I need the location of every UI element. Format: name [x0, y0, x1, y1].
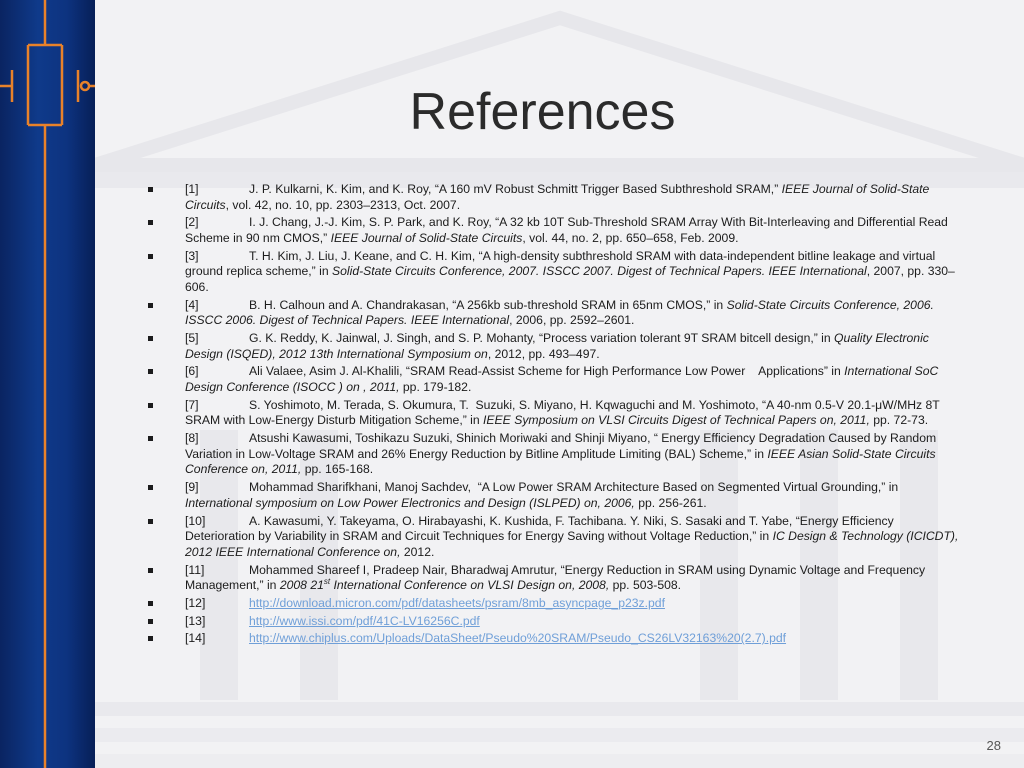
reference-venue: 2008 21	[279, 578, 324, 593]
reference-item	[148, 249, 960, 296]
square-bullet-icon	[148, 601, 153, 606]
reference-number: [9]	[185, 480, 199, 495]
reference-details: pp. 72-73.	[869, 413, 929, 428]
reference-link[interactable]: http://www.chiplus.com/Uploads/DataSheet/Pseudo%20SRAM/Pseudo_CS26LV32163%20(2.7).pdf	[249, 631, 787, 646]
reference-item	[148, 364, 960, 395]
square-bullet-icon	[148, 369, 153, 374]
reference-number: [3]	[185, 248, 199, 263]
reference-item	[148, 480, 960, 511]
reference-item	[148, 514, 960, 561]
square-bullet-icon	[148, 303, 153, 308]
transistor-circuit-icon	[0, 0, 95, 768]
square-bullet-icon	[148, 403, 153, 408]
watermark-step	[95, 754, 1024, 768]
reference-venue: Quality Electronic Design (ISQED), 2012 13th International Symposium on	[185, 331, 933, 361]
reference-details: pp. 503-508.	[609, 578, 682, 593]
reference-venue: IC Design & Technology (ICICDT), 2012 IEEE International Conference on,	[185, 529, 962, 559]
sidebar	[0, 0, 95, 768]
reference-authors-title: J. P. Kulkarni, K. Kim, and K. Roy, “A 160 mV Robust Schmitt Trigger Based Subthreshold SRAM,”	[249, 182, 782, 196]
reference-number: [6]	[185, 364, 199, 379]
square-bullet-icon	[148, 336, 153, 341]
reference-details: , 2007, pp. 330–606.	[185, 264, 955, 294]
reference-details: pp. 256-261.	[634, 495, 707, 510]
reference-venue: IEEE Asian Solid-State Circuits Conference on, 2011,	[185, 446, 939, 477]
reference-item	[148, 398, 960, 429]
watermark-step	[95, 728, 1024, 742]
watermark-step	[95, 702, 1024, 716]
square-bullet-icon	[148, 220, 153, 225]
reference-number: [4]	[185, 297, 199, 312]
reference-item	[148, 182, 960, 213]
reference-number: [5]	[185, 331, 199, 346]
reference-authors-title: Ali Valaee, Asim J. Al-Khalili, “SRAM Read-Assist Scheme for High Performance Low Power Applications” in	[249, 364, 845, 379]
reference-item	[148, 298, 960, 329]
reference-number: [7]	[185, 397, 199, 412]
reference-venue: International SoC Design Conference (ISOCC ) on , 2011,	[185, 364, 942, 395]
reference-details: 2012.	[400, 544, 435, 559]
square-bullet-icon	[148, 568, 153, 573]
reference-list	[148, 182, 960, 649]
reference-authors-title: Mohammed Shareef I, Pradeep Nair, Bharadwaj Amrutur, “Energy Reduction in SRAM using Dynamic Voltage and Frequency Management,” in	[185, 562, 929, 593]
reference-authors-title: Mohammad Sharifkhani, Manoj Sachdev, “A Low Power SRAM Architecture Based on Segmented Virtual Grounding,” in	[249, 480, 902, 495]
reference-venue: IEEE Symposium on VLSI Circuits Digest of Technical Papers on, 2011,	[483, 413, 870, 428]
reference-number: [8]	[185, 431, 199, 446]
reference-details: , 2012, pp. 493–497.	[487, 346, 600, 361]
reference-number: [13]	[185, 613, 206, 628]
reference-details: pp. 179-182.	[399, 380, 472, 395]
reference-authors-title: S. Yoshimoto, M. Terada, S. Okumura, T. Suzuki, S. Miyano, H. Kqwaguchi and M. Yoshimoto, “A 40-nm 0.5-V 20.1-μW/MHz 8T SRAM with Low-Energy Disturb Mitigation Scheme,” in	[185, 397, 943, 428]
reference-number: [2]	[185, 215, 199, 230]
reference-authors-title: A. Kawasumi, Y. Takeyama, O. Hirabayashi, K. Kushida, F. Tachibana. Y. Niki, S. Sasaki and T. Yabe, “Energy Efficiency Deterioration by Variability in SRAM and Circuit Techniques for Energy Saving without Voltage Reduction,” in	[185, 513, 898, 544]
reference-number: [11]	[185, 562, 205, 577]
square-bullet-icon	[148, 636, 153, 641]
reference-item	[148, 331, 960, 362]
square-bullet-icon	[148, 485, 153, 490]
reference-item	[148, 614, 960, 630]
reference-number: [10]	[185, 513, 206, 528]
reference-venue-continued: International Conference on VLSI Design on, 2008,	[330, 578, 610, 593]
square-bullet-icon	[148, 254, 153, 259]
reference-venue: IEEE Journal of Solid-State Circuits	[330, 230, 523, 245]
page-title: References	[409, 83, 676, 141]
square-bullet-icon	[148, 619, 153, 624]
reference-venue: IEEE Journal of Solid-State Circuits	[185, 182, 933, 212]
reference-authors-title: I. J. Chang, J.-J. Kim, S. P. Park, and K. Roy, “A 32 kb 10T Sub-Threshold SRAM Array With Bit-Interleaving and Differential Read Scheme in 90 nm CMOS,”	[185, 215, 952, 245]
reference-details: pp. 165-168.	[301, 462, 374, 477]
reference-venue: Solid-State Circuits Conference, 2007. ISSCC 2007. Digest of Technical Papers. IEEE International	[332, 264, 867, 279]
reference-venue-superscript: st	[323, 577, 331, 587]
reference-link[interactable]: http://www.issi.com/pdf/41C-LV16256C.pdf	[249, 613, 480, 628]
square-bullet-icon	[148, 519, 153, 524]
reference-authors-title: Atsushi Kawasumi, Toshikazu Suzuki, Shinich Moriwaki and Shinji Miyano, “ Energy Efficiency Degradation Caused by Random Variation in Low-Voltage SRAM and 26% Energy Reduction by Bitline Amplitude Limiting (BAL) Scheme,” in	[185, 431, 940, 461]
reference-venue: International symposium on Low Power Electronics and Design (ISLPED) on, 2006,	[185, 495, 635, 510]
reference-authors-title: G. K. Reddy, K. Jainwal, J. Singh, and S. P. Mohanty, “Process variation tolerant 9T SRAM bitcell design,” in	[249, 331, 835, 346]
reference-number: [12]	[185, 595, 206, 610]
reference-item	[148, 563, 960, 594]
reference-details: , vol. 44, no. 2, pp. 650–658, Feb. 2009.	[522, 230, 739, 245]
reference-link[interactable]: http://download.micron.com/pdf/datasheets/psram/8mb_asyncpage_p23z.pdf	[249, 595, 665, 610]
reference-number: [1]	[185, 182, 199, 196]
square-bullet-icon	[148, 187, 153, 192]
reference-details: , 2006, pp. 2592–2601.	[509, 313, 635, 328]
reference-authors-title: T. H. Kim, J. Liu, J. Keane, and C. H. Kim, “A high-density subthreshold SRAM with data-independent bitline leakage and virtual ground replica scheme,” in	[185, 248, 939, 279]
reference-item	[148, 631, 960, 647]
reference-item	[148, 431, 960, 478]
reference-number: [14]	[185, 631, 206, 646]
reference-item	[148, 215, 960, 246]
page-number: 28	[986, 738, 1001, 753]
square-bullet-icon	[148, 436, 153, 441]
reference-authors-title: B. H. Calhoun and A. Chandrakasan, “A 256kb sub-threshold SRAM in 65nm CMOS,” in	[249, 297, 727, 312]
reference-item	[148, 596, 960, 612]
reference-venue: Solid-State Circuits Conference, 2006. ISSCC 2006. Digest of Technical Papers. IEEE International	[185, 297, 938, 328]
reference-details: , vol. 42, no. 10, pp. 2303–2313, Oct. 2007.	[225, 197, 461, 212]
